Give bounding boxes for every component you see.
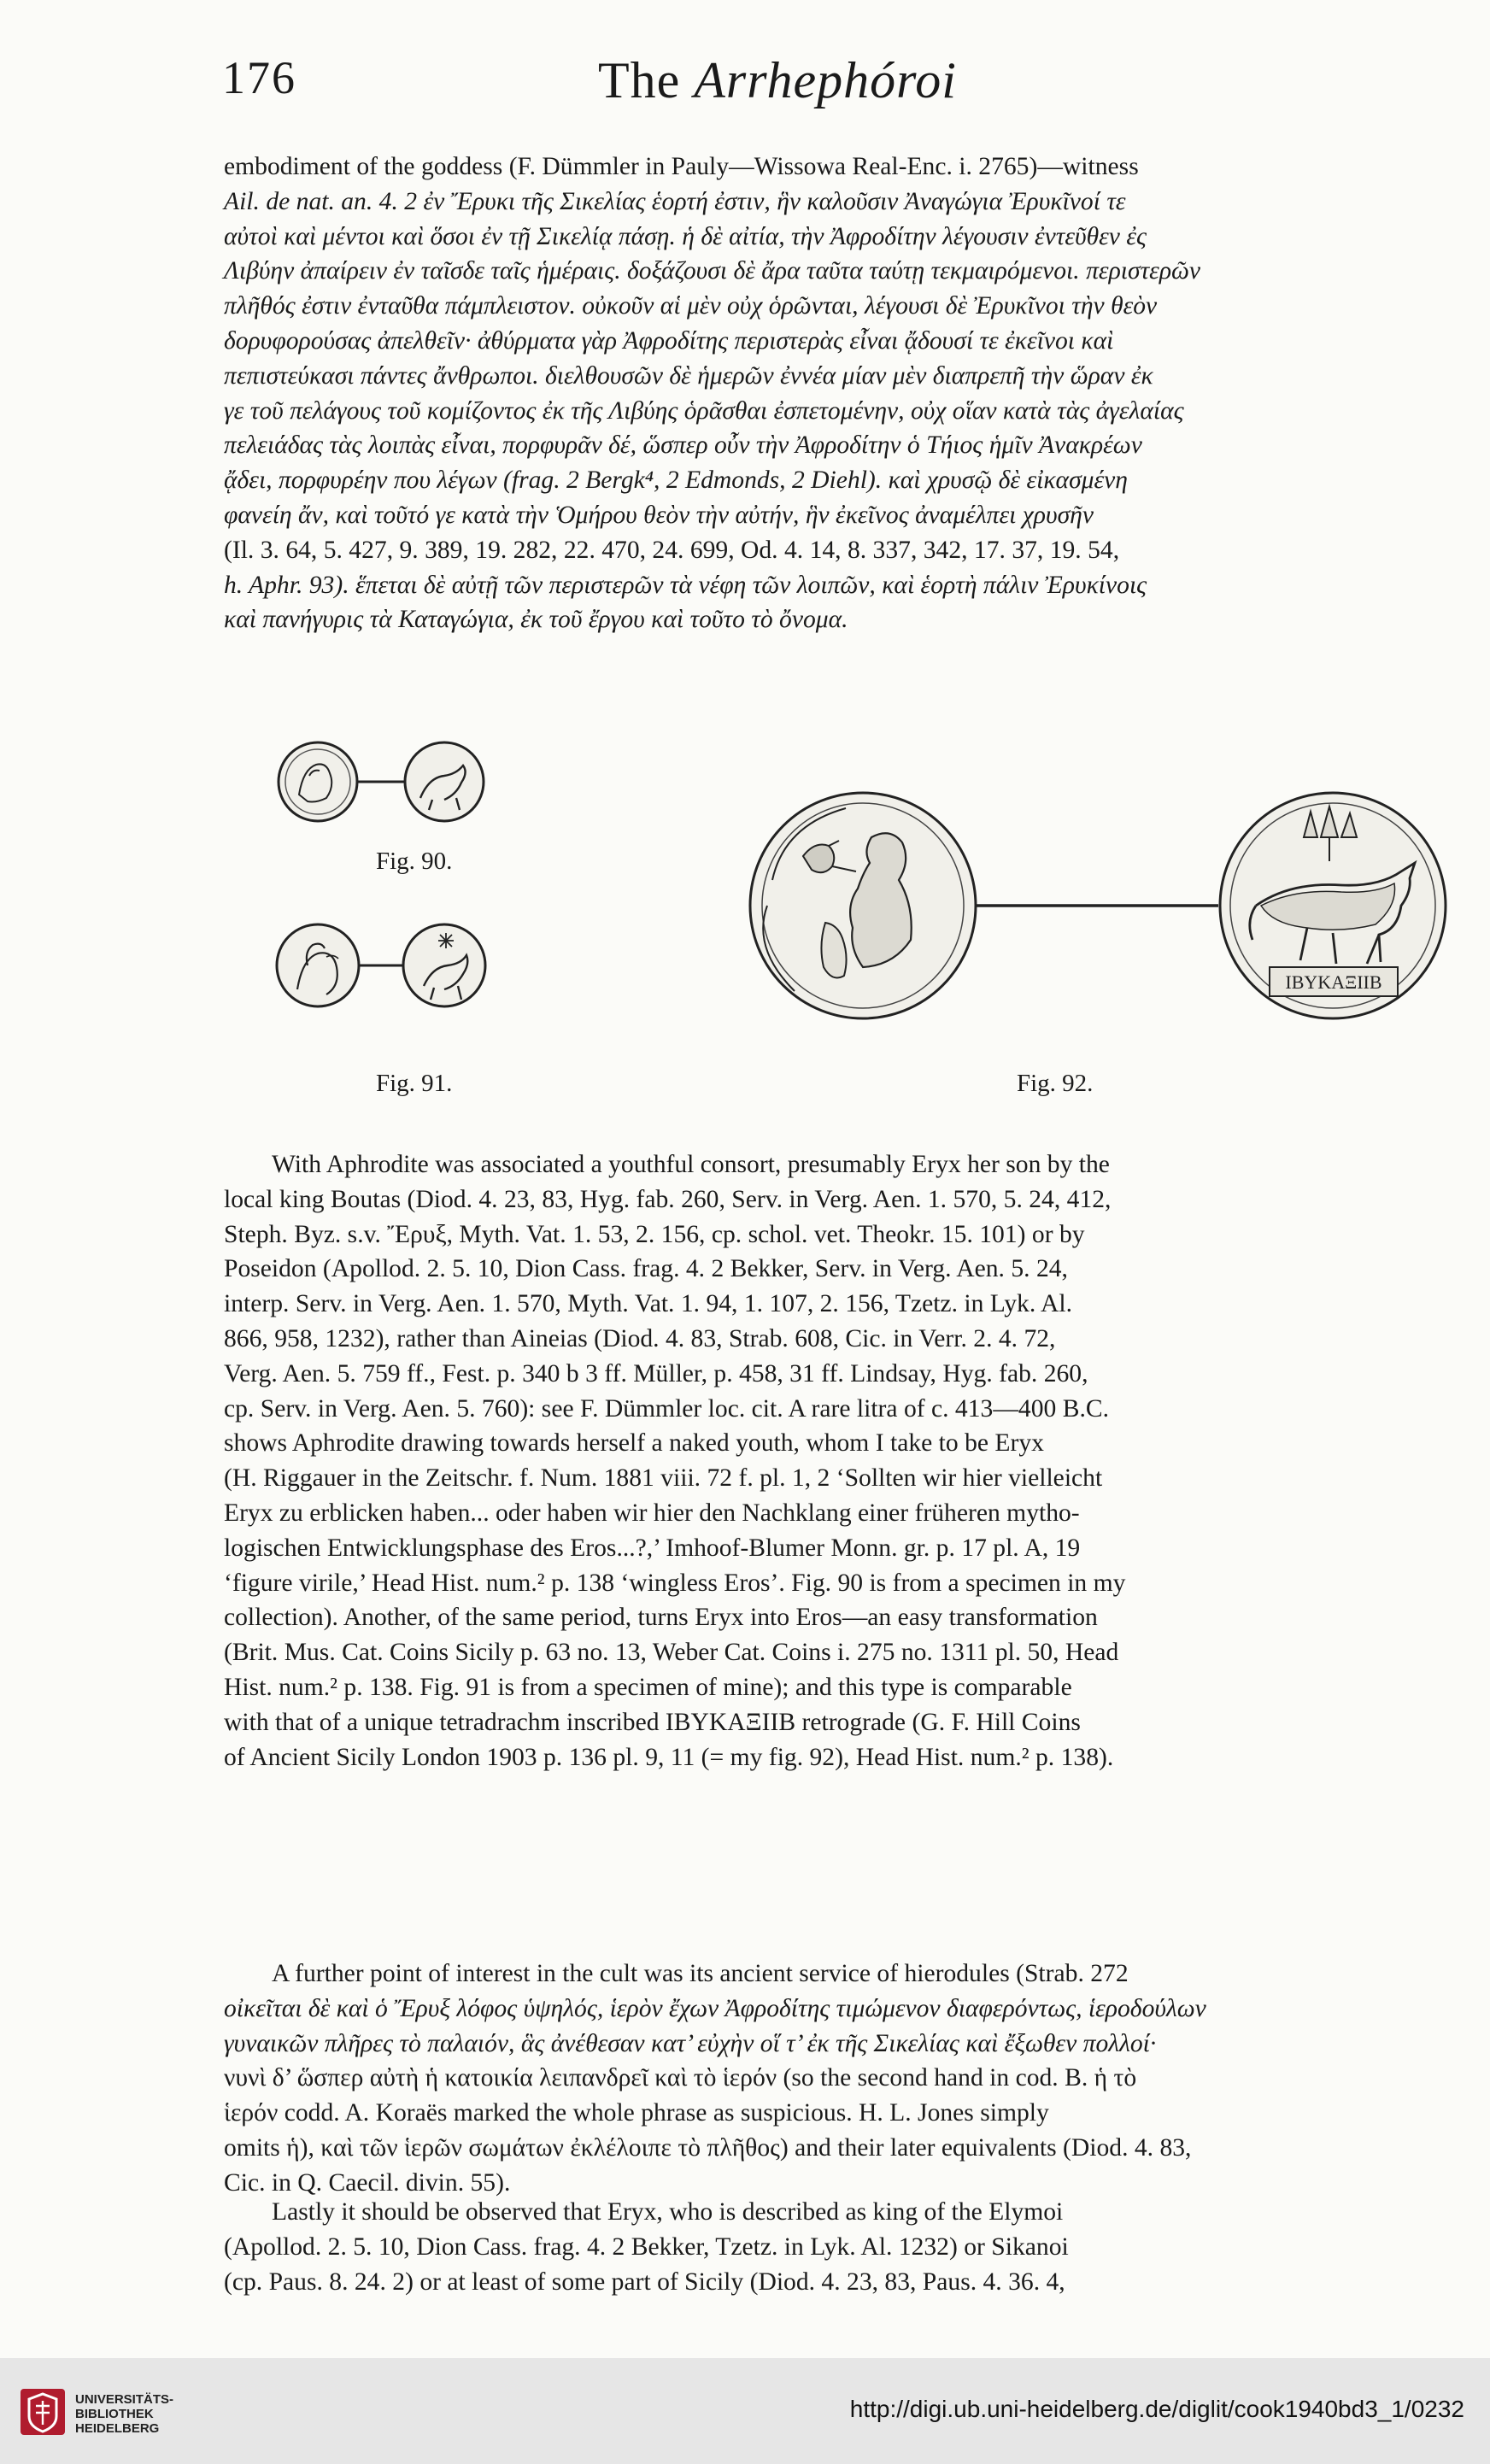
text-line: (Il. 3. 64, 5. 427, 9. 389, 19. 282, 22. 470, 24. 699, Od. 4. 14, 8. 337, 342, 17. 37, 19. 54,: [224, 536, 1120, 564]
page-title-italic: Arrhephóroi: [694, 52, 957, 109]
text-line: πεπιστεύκασι πάντες ἄνθρωποι. διελθουσῶν δὲ ἡμερῶν ἐννέα μίαν μὲν διαπρεπῆ τὴν ὥραν ἐκ: [224, 361, 1153, 390]
text-line: (cp. Paus. 8. 24. 2) or at least of some part of Sicily (Diod. 4. 23, 83, Paus. 4. 36. 4,: [224, 2267, 1065, 2296]
text-line: logischen Entwicklungsphase des Eros...?,’ Imhoof-Blumer Monn. gr. p. 17 pl. A, 19: [224, 1534, 1081, 1562]
text-line: embodiment of the goddess (F. Dümmler in Pauly—Wissowa Real-Enc. i. 2765)—witness: [224, 153, 1139, 180]
text-line: Steph. Byz. s.v. Ἔρυξ, Myth. Vat. 1. 53, 2. 156, cp. schol. vet. Theokr. 15. 101) or by: [224, 1220, 1085, 1248]
text-line: νυνὶ δ’ ὥσπερ αὐτὴ ἡ κατοικία λειπανδρεῖ καὶ τὸ ἱερόν (so the second hand in cod. B. ἡ τὸ: [224, 2064, 1137, 2092]
text-line: A further point of interest in the cult was its ancient service of hierodules (Strab. 272: [272, 1960, 1129, 1987]
text-line: Ail. de nat. an. 4. 2 ἐν Ἔρυκι τῆς Σικελίας ἑορτή ἐστιν, ἣν καλοῦσιν Ἀναγώγια Ἐρυκῖνοί τε: [224, 187, 1126, 215]
fig-92-coin-legend: ΙΒΥΚΑΞΙΙΒ: [1285, 971, 1382, 993]
fig-90-coin-pair: [273, 735, 487, 829]
text-line: Lastly it should be observed that Eryx, who is described as king of the Elymoi: [272, 2198, 1064, 2226]
text-line: φανείη ἄν, καὶ τοῦτό γε κατὰ τὴν Ὁμήρου θεὸν τὴν αὐτήν, ἣν ἐκεῖνος ἀναμέλπει χρυσῆν: [224, 501, 1094, 529]
text-line: local king Boutas (Diod. 4. 23, 83, Hyg. fab. 260, Serv. in Verg. Aen. 1. 570, 5. 24, 412,: [224, 1185, 1112, 1213]
paragraph-2: [224, 1147, 1422, 1775]
text-line: ᾄδει, πορφυρέην που λέγων (frag. 2 Bergk⁴, 2 Edmonds, 2 Diehl). καὶ χρυσῷ δὲ εἰκασμένη: [224, 466, 1128, 495]
text-line: καὶ πανήγυρις τὰ Καταγώγια, ἐκ τοῦ ἔργου καὶ τοῦτο τὸ ὄνομα.: [224, 606, 848, 634]
library-name-line-2: BIBLIOTHEK: [75, 2407, 154, 2421]
text-line: ἱερόν codd. A. Koraës marked the whole phrase as suspicious. H. L. Jones simply: [224, 2099, 1049, 2127]
fig-90-caption: Fig. 90.: [376, 848, 453, 875]
text-line: Λιβύην ἀπαίρειν ἐν ταῖσδε ταῖς ἡμέραις. δοξάζουσι δὲ ἄρα ταῦτα ταύτῃ τεκμαιρόμενοι. περιστερῶν: [224, 257, 1201, 285]
text-line: οἰκεῖται δὲ καὶ ὁ Ἔρυξ λόφος ὑψηλός, ἱερὸν ἔχων Ἀφροδίτης τιμώμενον διαφερόντως, ἱεροδούλων: [224, 1994, 1206, 2022]
text-line: interp. Serv. in Verg. Aen. 1. 570, Myth. Vat. 1. 94, 1. 107, 2. 156, Tzetz. in Lyk. Al.: [224, 1290, 1072, 1318]
figures-area: [256, 718, 1452, 1128]
text-line: δορυφορούσας ἀπελθεῖν· ἀθύρματα γὰρ Ἀφροδίτης περιστερὰς εἶναι ᾄδουσί τε ἐκεῖνοι καὶ: [224, 326, 1114, 355]
fig-92-caption: Fig. 92.: [1017, 1070, 1094, 1097]
page-title-roman: The: [598, 52, 695, 109]
page-number: 176: [222, 52, 296, 103]
text-line: cp. Serv. in Verg. Aen. 5. 760): see F. Dümmler loc. cit. A rare litra of c. 413—400 B.C.: [224, 1394, 1109, 1423]
text-line: ‘figure virile,’ Head Hist. num.² p. 138 ‘wingless Eros’. Fig. 90 is from a specimen in my: [224, 1569, 1126, 1597]
text-line: πλῆθός ἐστιν ἐνταῦθα πάμπλειστον. οὐκοῦν αἱ μὲν οὐχ ὁρῶνται, λέγουσι δὲ Ἐρυκῖνοι τὴν θεὸν: [224, 292, 1158, 320]
text-line: Poseidon (Apollod. 2. 5. 10, Dion Cass. frag. 4. 2 Bekker, Serv. in Verg. Aen. 5. 24,: [224, 1255, 1068, 1283]
text-line: γε τοῦ πελάγους τοῦ κομίζοντος ἐκ τῆς Λιβύης ὁρᾶσθαι ἐσπετομένην, οὐχ οἵαν κατὰ τὰς ἀγελαίας: [224, 396, 1184, 425]
permalink-url[interactable]: http://digi.ub.uni-heidelberg.de/diglit/cook1940bd3_1/0232: [849, 2396, 1464, 2422]
text-line: With Aphrodite was associated a youthful consort, presumably Eryx her son by the: [272, 1151, 1110, 1178]
fig-92-coin-pair: [743, 777, 1452, 1034]
text-line: αὐτοὶ καὶ μέντοι καὶ ὅσοι ἐν τῇ Σικελίᾳ πάσῃ. ἡ δὲ αἰτία, τὴν Ἀφροδίτην λέγουσιν ἐντεῦθεν ἐς: [224, 222, 1147, 250]
fig-91-caption: Fig. 91.: [376, 1070, 453, 1097]
running-head: [222, 51, 1452, 120]
text-line: Hist. num.² p. 138. Fig. 91 is from a specimen of mine); and this type is comparable: [224, 1673, 1072, 1701]
library-name-line-3: HEIDELBERG: [75, 2421, 160, 2436]
library-name-line-1: UNIVERSITÄTS-: [75, 2392, 174, 2407]
text-line: Cic. in Q. Caecil. divin. 55).: [224, 2168, 511, 2197]
viewer-footer: [0, 2358, 1490, 2464]
text-line: omits ἡ), καὶ τῶν ἱερῶν σωμάτων ἐκλέλοιπε τὸ πλῆθος) and their later equivalents (Diod. 4. 83,: [224, 2133, 1192, 2162]
text-line: Verg. Aen. 5. 759 ff., Fest. p. 340 b 3 ff. Müller, p. 458, 31 ff. Lindsay, Hyg. fab. 260,: [224, 1359, 1088, 1387]
text-line: shows Aphrodite drawing towards herself a naked youth, whom I take to be Eryx: [224, 1429, 1044, 1458]
text-line: (Apollod. 2. 5. 10, Dion Cass. frag. 4. 2 Bekker, Tzetz. in Lyk. Al. 1232) or Sikanoi: [224, 2232, 1069, 2261]
library-logo[interactable]: [19, 2373, 215, 2450]
text-line: (H. Riggauer in the Zeitschr. f. Num. 1881 viii. 72 f. pl. 1, 2 ‘Sollten wir hier vielleicht: [224, 1464, 1103, 1493]
paragraph-3: [224, 1957, 1422, 2201]
library-seal-icon: [19, 2387, 67, 2437]
text-line: 866, 958, 1232), rather than Aineias (Diod. 4. 83, Strab. 608, Cic. in Verr. 2. 4. 72,: [224, 1324, 1056, 1352]
text-line: γυναικῶν πλῆρες τὸ παλαιόν, ἃς ἀνέθεσαν κατ’ εὐχὴν οἵ τ’ ἐκ τῆς Σικελίας καὶ ἔξωθεν πολλοί·: [224, 2029, 1157, 2057]
paragraph-1: [224, 150, 1422, 637]
text-line: (Brit. Mus. Cat. Coins Sicily p. 63 no. 13, Weber Cat. Coins i. 275 no. 1311 pl. 50, Head: [224, 1639, 1119, 1667]
text-line: h. Aphr. 93). ἕπεται δὲ αὐτῇ τῶν περιστερῶν τὰ νέφη τῶν λοιπῶν, καὶ ἑορτὴ πάλιν Ἐρυκίνοις: [224, 571, 1147, 599]
page-title: [598, 51, 957, 110]
fig-91-coin-pair: [273, 914, 487, 1017]
library-name: [75, 2392, 173, 2436]
text-line: collection). Another, of the same period, turns Eryx into Eros—an easy transformation: [224, 1604, 1098, 1632]
text-line: with that of a unique tetradrachm inscribed ΙΒΥΚΑΞΙΙΒ retrograde (G. F. Hill Coins: [224, 1708, 1081, 1736]
text-line: πελειάδας τὰς λοιπὰς εἶναι, πορφυρᾶν δέ, ὥσπερ οὖν τὴν Ἀφροδίτην ὁ Τήιος ἡμῖν Ἀνακρέων: [224, 431, 1142, 460]
text-line: Eryx zu erblicken haben... oder haben wir hier den Nachklang einer früheren mytho-: [224, 1499, 1080, 1527]
paragraph-4: [224, 2195, 1422, 2299]
text-line: of Ancient Sicily London 1903 p. 136 pl. 9, 11 (= my fig. 92), Head Hist. num.² p. 138).: [224, 1743, 1114, 1771]
